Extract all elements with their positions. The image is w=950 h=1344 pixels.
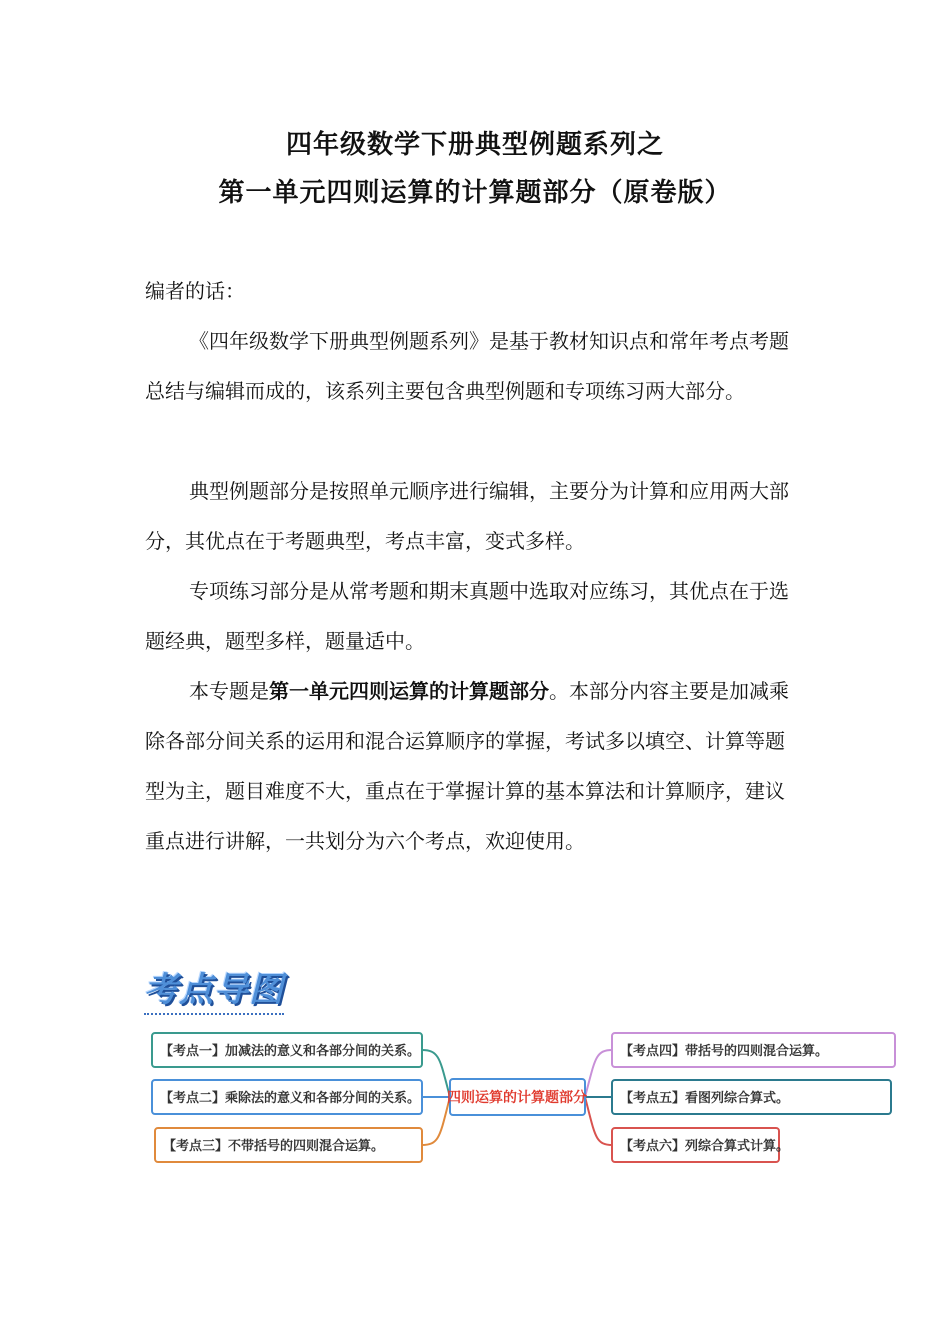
page-title-line2: 第一单元四则运算的计算题部分（原卷版） (218, 178, 732, 208)
mindmap-heading: 考点导图 (144, 962, 284, 1015)
connector-left-1 (422, 1050, 450, 1097)
topic-label-6: 【考点六】列综合算式计算。 (620, 1139, 790, 1154)
topic-label-3: 【考点三】不带括号的四则混合运算。 (163, 1139, 385, 1154)
editor-note-label: 编者的话： (145, 279, 245, 303)
para4-suffix: 。本部分内容主要是加减乘除各部分间关系的运用和混合运算顺序的掌握，考试多以填空、计算等题型为主，题目难度不大，重点在于掌握计算的基本算法和计算顺序，建议重点进行讲解，一共划分为六个考点，欢迎使用。 (145, 679, 789, 853)
connector-left-3 (422, 1097, 450, 1145)
connector-right-3 (585, 1097, 612, 1145)
topic-label-4: 【考点四】带括号的四则混合运算。 (620, 1044, 829, 1059)
topic-label-5: 【考点五】看图列综合算式。 (620, 1091, 790, 1106)
para4-bold-topic: 第一单元四则运算的计算题部分 (269, 679, 549, 703)
intro-paragraph-3: 专项练习部分是从常考题和期末真题中选取对应练习，其优点在于选题经典，题型多样，题量适中。 (145, 579, 789, 653)
intro-paragraph-2: 典型例题部分是按照单元顺序进行编辑，主要分为计算和应用两大部分，其优点在于考题典型，考点丰富，变式多样。 (145, 479, 789, 553)
topic-label-1: 【考点一】加减法的意义和各部分间的关系。 (160, 1044, 421, 1059)
topic-label-2: 【考点二】乘除法的意义和各部分间的关系。 (160, 1091, 421, 1106)
mindmap-center-label: 四则运算的计算题部分 (447, 1090, 587, 1106)
connector-right-1 (585, 1050, 612, 1097)
para4-prefix: 本专题是 (189, 679, 269, 703)
page-title-line1: 四年级数学下册典型例题系列之 (285, 130, 664, 160)
intro-paragraph-1: 《四年级数学下册典型例题系列》是基于教材知识点和常年考点考题总结与编辑而成的，该系列主要包含典型例题和专项练习两大部分。 (145, 329, 789, 403)
